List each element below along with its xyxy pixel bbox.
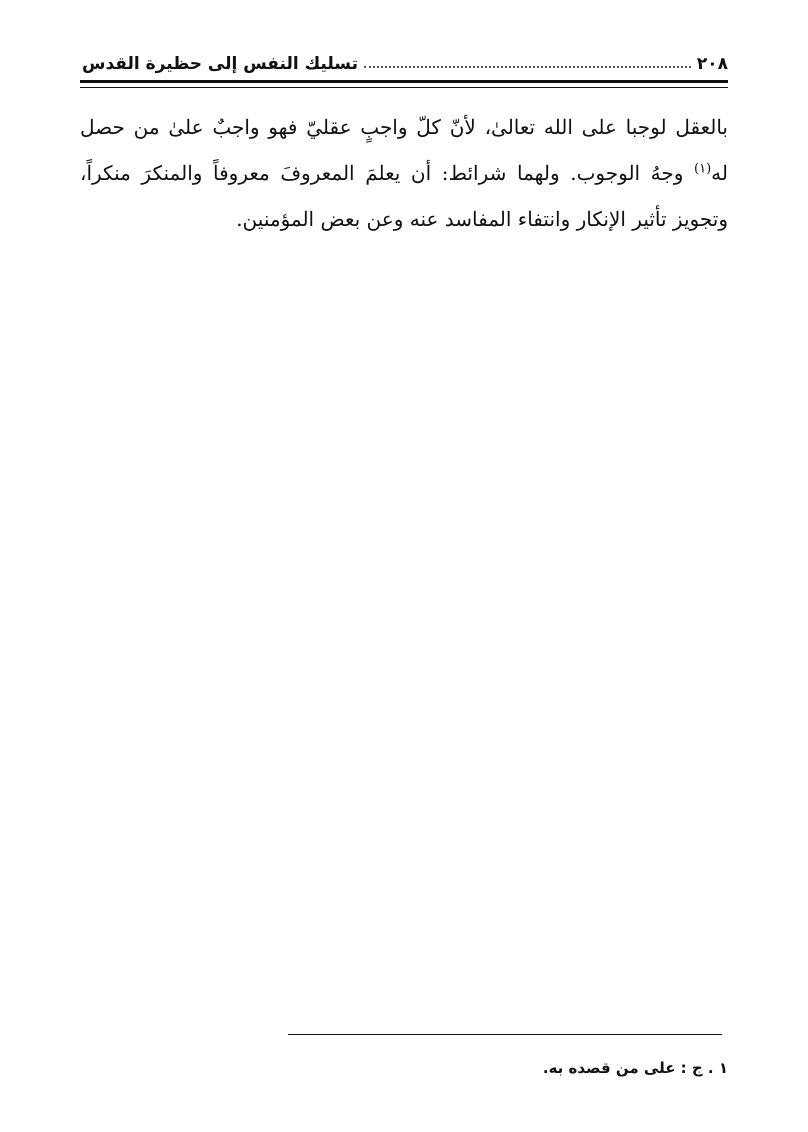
main-paragraph xyxy=(80,104,728,242)
paragraph-text-before-ref: بالعقل لوجبا على الله تعالىٰ، لأنّ كلّ واجبٍ عقليّ فهو واجبٌ علىٰ من حصل له xyxy=(80,115,728,185)
page-header xyxy=(82,44,728,74)
header-dot-leader xyxy=(364,66,691,68)
page-number: ٢٠٨ xyxy=(696,54,728,74)
main-text xyxy=(80,104,728,242)
header-rule-thin xyxy=(80,87,728,88)
running-title: تسليك النفس إلى حظيرة القدس xyxy=(82,54,358,74)
footnote-separator xyxy=(288,1034,722,1035)
header-rule-thick xyxy=(80,80,728,83)
paragraph-text-after-ref: وجهُ الوجوب. ولهما شرائط: أن يعلمَ المعروفَ معروفاً والمنكرَ منكراً، وتجويز تأثير الإنكار وانتفاء المفاسد عنه وعن بعض المؤمنين. xyxy=(80,161,728,231)
footnote-reference: (١) xyxy=(694,161,712,177)
footnote: ١ . ج : على من قصده به. xyxy=(542,1059,728,1077)
